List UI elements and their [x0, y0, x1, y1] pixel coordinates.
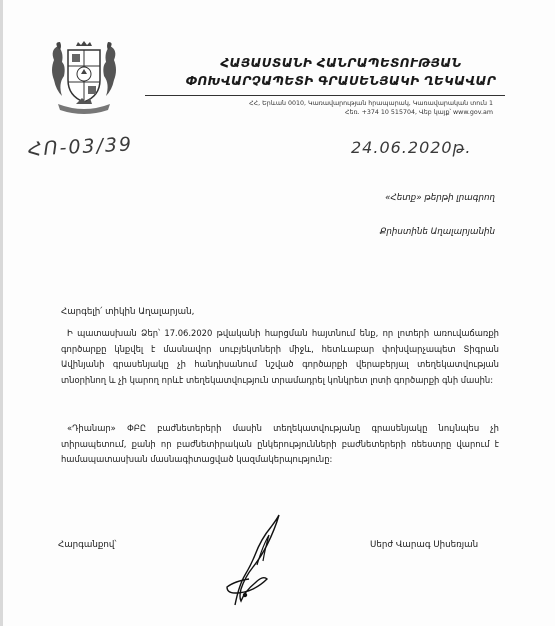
- body-paragraph-2: «Դիանար» ՓԲԸ բաժնետերերի մասին տեղեկատվությանը գրասենյակը նույնպես չի տիրապետում, քանի որ բաժնետիրական ընկերությունների բաժնետերերի ռեեստրը վարում է համապատասխան մասնագիտացված կազմակերպությունը:: [61, 423, 499, 465]
- contact-line: Հեռ. +374 10 515704, Վեբ կայք՝ www.gov.am: [345, 109, 493, 116]
- body-paragraph-1: Ի պատասխան Ձեր՝ 17.06.2020 թվականի հարցման հայտնում ենք, որ լոտերի առուվաճառքի գործարքը կնքվել է մասնավոր սուբյեկտների միջև, հետևաբար փոխվարչապետ Տիգրան Ավինյանի գրասենյակը չի հանդիսանում նշված գործարքի վերաբերյալ տեղեկատվության տնօրինող և չի կարող որևէ տեղեկատվություն տրամադրել կոնկրետ լոտի գործարքի գնի մասին:: [61, 328, 499, 385]
- page-edge-shadow: [0, 0, 3, 626]
- organization-name-line1: ՀԱՅԱՍՏԱՆԻ ՀԱՆՐԱՊԵՏՈՒԹՅԱՆ: [220, 56, 462, 70]
- signer-name: Սերժ Վարագ Սիսեռյան: [370, 540, 479, 550]
- greeting: Հարգելի՛ տիկին Աղալարյան,: [61, 307, 195, 317]
- closing-salutation: Հարգանքով՝: [58, 540, 117, 550]
- handwritten-registration-number: ՀՈ-03/39: [27, 133, 134, 161]
- organization-name-line2: ՓՈԽՎԱՐՉԱՊԵՏԻ ԳՐԱՍԵՆՅԱԿԻ ՂԵԿԱՎԱՐ: [185, 74, 497, 88]
- handwritten-date: 24.06.2020թ.: [351, 138, 472, 157]
- address-line: ՀՀ, Երևան 0010, Կառավարության հրապարակ, Կառավարական տուն 1: [249, 100, 493, 107]
- header-divider: [145, 95, 505, 96]
- recipient-line2: Քրիստինե Աղալարյանին: [379, 227, 495, 237]
- recipient-line1: «Հետք» թերթի լրագրող: [385, 193, 495, 203]
- handwritten-signature: [205, 505, 315, 615]
- coat-of-arms-emblem: [48, 40, 120, 116]
